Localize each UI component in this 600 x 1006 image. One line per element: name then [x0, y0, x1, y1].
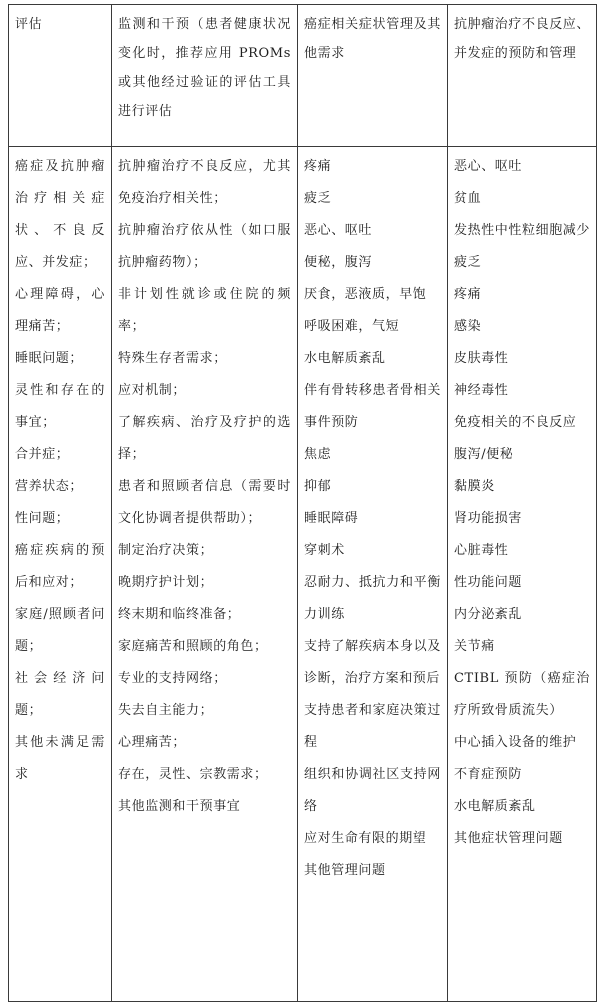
- list-item: 家庭/照顾者问题；: [15, 607, 105, 654]
- list-item: 抗肿瘤治疗依从性（如口服抗肿瘤药物）；: [118, 223, 291, 270]
- list-item: 睡眠障碍: [304, 511, 359, 526]
- list-item: CTIBL 预防（癌症治疗所致骨质流失）: [454, 671, 590, 718]
- list-item: 应对机制；: [118, 383, 187, 398]
- list-item: 恶心、呕吐: [454, 159, 523, 174]
- assessment-column: [9, 147, 112, 1002]
- list-item: 水电解质紊乱: [304, 351, 386, 366]
- list-item: 其他监测和干预事宜: [118, 799, 241, 814]
- list-item: 性问题；: [15, 511, 70, 526]
- list-item: 患者和照顾者信息（需要时文化协调者提供帮助）；: [118, 479, 291, 526]
- list-item: 抑郁: [304, 479, 332, 494]
- list-item: 心理障碍，心理痛苦；: [15, 287, 105, 334]
- list-item: 睡眠问题；: [15, 351, 84, 366]
- list-item: 关节痛: [454, 639, 495, 654]
- body-row: [9, 147, 597, 1002]
- list-item: 感染: [454, 319, 482, 334]
- list-item: 厌食，恶液质，早饱: [304, 287, 427, 302]
- header-cell-monitoring: 监测和干预（患者健康状况变化时，推荐应用 PROMs 或其他经过验证的评估工具进行评估: [112, 5, 298, 147]
- list-item: 不育症预防: [454, 767, 523, 782]
- list-item: 合并症；: [15, 447, 70, 462]
- list-item: 内分泌紊乱: [454, 607, 523, 622]
- symptom-management-column: [298, 147, 448, 1002]
- header-cell-adverse-reactions: 抗肿瘤治疗不良反应、并发症的预防和管理: [448, 5, 597, 147]
- list-item: 晚期疗护计划；: [118, 575, 214, 590]
- list-item: 组织和协调社区支持网络: [304, 767, 441, 814]
- list-item: 其他管理问题: [304, 863, 386, 878]
- list-item: 疼痛: [304, 159, 332, 174]
- list-item: 发热性中性粒细胞减少: [454, 223, 591, 238]
- list-item: 特殊生存者需求；: [118, 351, 227, 366]
- list-item: 肾功能损害: [454, 511, 523, 526]
- list-item: 营养状态；: [15, 479, 84, 494]
- list-item: 了解疾病、治疗及疗护的选择；: [118, 415, 291, 462]
- list-item: 抗肿瘤治疗不良反应，尤其免疫治疗相关性；: [118, 159, 291, 206]
- assessment-table: [8, 4, 597, 1002]
- list-item: 疲乏: [304, 191, 332, 206]
- list-item: 呼吸困难，气短: [304, 319, 400, 334]
- list-item: 恶心、呕吐: [304, 223, 373, 238]
- header-cell-symptom-management: 癌症相关症状管理及其他需求: [298, 5, 448, 147]
- list-item: 社会经济问题；: [15, 671, 105, 718]
- header-cell-assessment: 评估: [9, 5, 112, 147]
- list-item: 焦虑: [304, 447, 332, 462]
- list-item: 心理痛苦；: [118, 735, 187, 750]
- list-item: 存在，灵性、宗教需求；: [118, 767, 268, 782]
- list-item: 疼痛: [454, 287, 482, 302]
- list-item: 神经毒性: [454, 383, 509, 398]
- list-item: 癌症疾病的预后和应对；: [15, 543, 105, 590]
- list-item: 贫血: [454, 191, 482, 206]
- list-item: 水电解质紊乱: [454, 799, 536, 814]
- list-item: 应对生命有限的期望: [304, 831, 427, 846]
- list-item: 免疫相关的不良反应: [454, 415, 577, 430]
- monitoring-column: [112, 147, 298, 1002]
- list-item: 疲乏: [454, 255, 482, 270]
- list-item: 腹泻/便秘: [454, 447, 514, 462]
- adverse-reactions-column: [448, 147, 597, 1002]
- list-item: 忍耐力、抵抗力和平衡力训练: [304, 575, 441, 622]
- list-item: 心脏毒性: [454, 543, 509, 558]
- list-item: 其他症状管理问题: [454, 831, 563, 846]
- list-item: 黏膜炎: [454, 479, 495, 494]
- list-item: 专业的支持网络；: [118, 671, 227, 686]
- list-item: 支持患者和家庭决策过程: [304, 703, 441, 750]
- list-item: 其他未满足需求: [15, 735, 105, 782]
- list-item: 中心插入设备的维护: [454, 735, 577, 750]
- list-item: 灵性和存在的事宜；: [15, 383, 105, 430]
- list-item: 皮肤毒性: [454, 351, 509, 366]
- list-item: 伴有骨转移患者骨相关事件预防: [304, 383, 441, 430]
- list-item: 癌症及抗肿瘤治疗相关症状、不良反应、并发症；: [15, 159, 105, 270]
- list-item: 穿刺术: [304, 543, 345, 558]
- header-row: [9, 5, 597, 147]
- list-item: 支持了解疾病本身以及诊断，治疗方案和预后: [304, 639, 441, 686]
- list-item: 制定治疗决策；: [118, 543, 214, 558]
- list-item: 便秘，腹泻: [304, 255, 373, 270]
- list-item: 失去自主能力；: [118, 703, 214, 718]
- list-item: 终末期和临终准备；: [118, 607, 241, 622]
- list-item: 非计划性就诊或住院的频率；: [118, 287, 291, 334]
- list-item: 家庭痛苦和照顾的角色；: [118, 639, 268, 654]
- list-item: 性功能问题: [454, 575, 523, 590]
